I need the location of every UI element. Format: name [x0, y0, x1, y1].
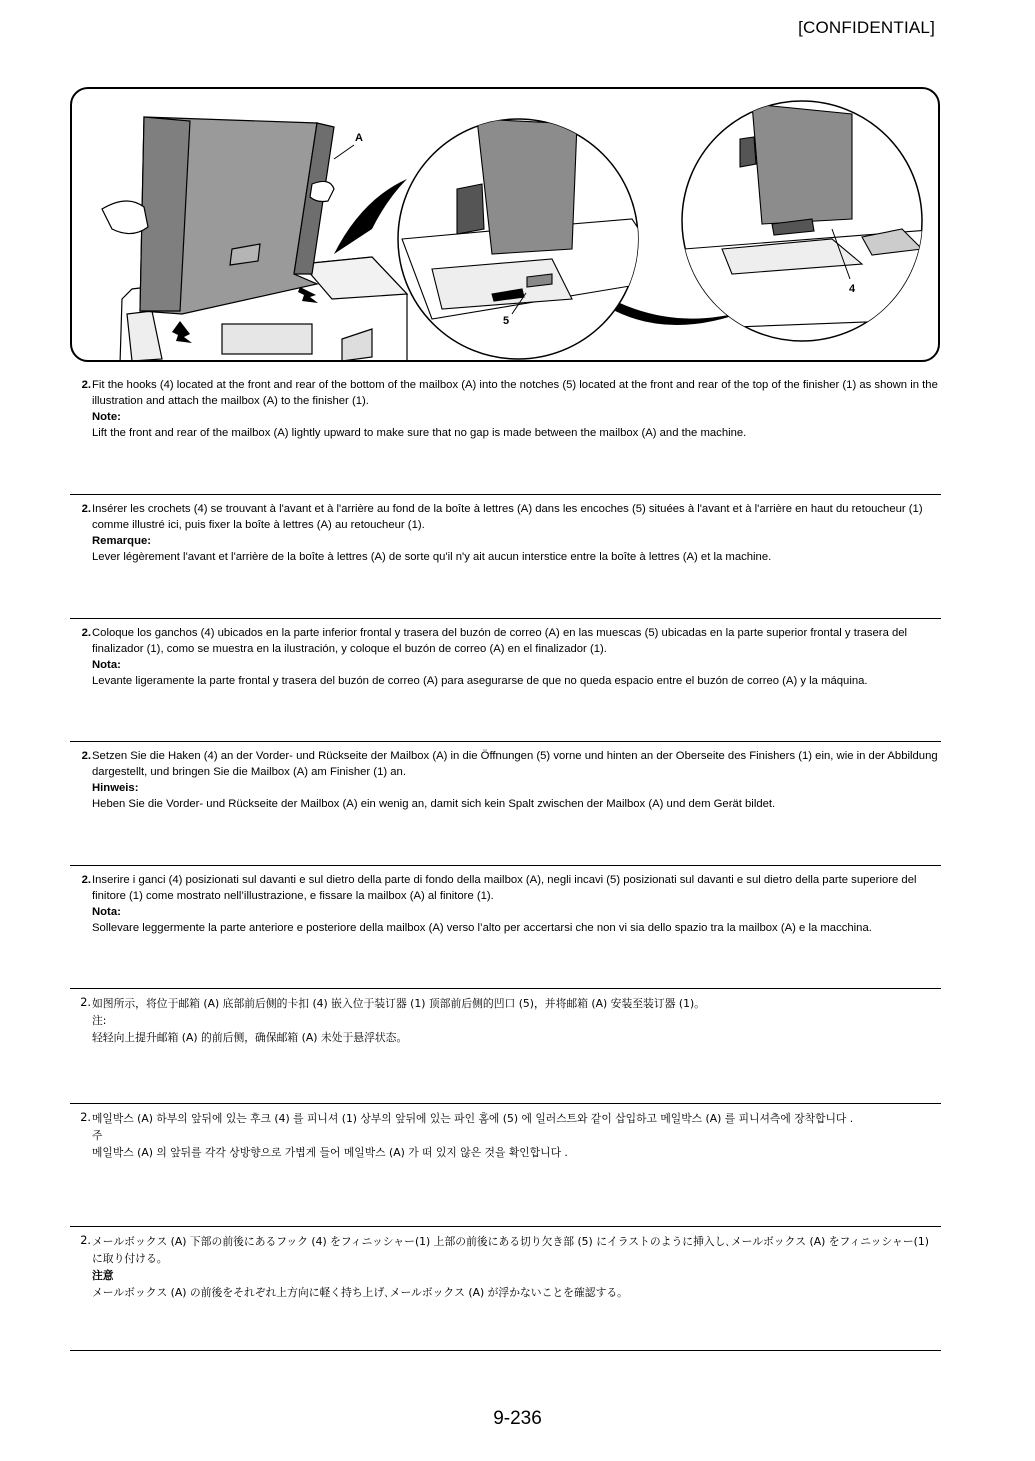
- instruction-item: [70, 995, 941, 1046]
- section-italian: [70, 865, 941, 936]
- note-text: 轻轻向上提升邮箱 (A) 的前后侧，确保邮箱 (A) 未处于悬浮状态。: [92, 1031, 408, 1044]
- instruction-text: Setzen Sie die Haken (4) an der Vorder- und Rückseite der Mailbox (A) in die Öffnungen (5) vorne und hinten an der Oberseite des Finishers (1) ein, wie in der Abbildung dargestellt, und bringen Sie die Mailbox (A) am Finisher (1) an.: [92, 750, 938, 778]
- note-label: 注意: [92, 1269, 114, 1282]
- bottom-divider: [70, 1350, 941, 1351]
- step-number: 2.: [81, 627, 91, 639]
- section-japanese: [70, 1226, 941, 1301]
- note-label: Nota:: [92, 659, 121, 671]
- callout-5: 5: [503, 315, 510, 327]
- instruction-item: [70, 377, 941, 441]
- instruction-item: [70, 748, 941, 812]
- instruction-text: Fit the hooks (4) located at the front and rear of the bottom of the mailbox (A) into the notches (5) located at the front and rear of the top of the finisher (1) as shown in the illustration and attach the mailbox (A) to the finisher (1).: [92, 379, 938, 407]
- step-number: 2.: [80, 1234, 91, 1247]
- callout-4: 4: [849, 283, 856, 295]
- instruction-item: [70, 1110, 941, 1161]
- note-label: Hinweis:: [92, 782, 139, 794]
- section-korean: [70, 1103, 941, 1161]
- step-number: 2.: [81, 750, 91, 762]
- note-label: Remarque:: [92, 535, 152, 547]
- note-label: 注:: [92, 1014, 107, 1027]
- illustration-drawing: [72, 89, 940, 362]
- note-label: Nota:: [92, 906, 121, 918]
- instruction-item: [70, 872, 941, 936]
- section-english: [70, 371, 941, 441]
- zoom-connector-1: [334, 179, 407, 254]
- instruction-text: Coloque los ganchos (4) ubicados en la parte inferior frontal y trasera del buzón de correo (A) en las muescas (5) ubicadas en la parte superior frontal y trasera del finalizador (1), como se muestra en la ilustración, y coloque el buzón de correo (A) en el finalizador (1).: [92, 627, 908, 655]
- step-number: 2.: [80, 1111, 91, 1124]
- step-number: 2.: [80, 996, 91, 1009]
- step-number: 2.: [81, 874, 91, 886]
- note-text: Lever légèrement l'avant et l'arrière de la boîte à lettres (A) de sorte qu'il n'y ait aucun interstice entre la boîte à lettres (A) et la machine.: [92, 551, 772, 563]
- installation-illustration: [70, 87, 940, 362]
- instruction-text: メールボックス (A) 下部の前後にあるフック (4) をフィニッシャー(1) 上部の前後にある切り欠き部 (5) にイラストのように挿入し､メールボックス (A) をフィニッシャー(1) に取り付ける。: [92, 1235, 929, 1265]
- note-label: 주: [92, 1129, 103, 1142]
- mailbox-a: [140, 117, 334, 314]
- instruction-item: [70, 501, 941, 565]
- step-number: 2.: [81, 503, 91, 515]
- section-german: [70, 741, 941, 812]
- instruction-item: [70, 1233, 941, 1301]
- instruction-text: Insérer les crochets (4) se trouvant à l'avant et à l'arrière au fond de la boîte à lettres (A) dans les encoches (5) situées à l'avant et à l'arrière en haut du retoucheur (1) comme illustré ici, puis fixer la boîte à lettres (A) au retoucheur (1).: [92, 503, 923, 531]
- note-text: Sollevare leggermente la parte anteriore e posteriore della mailbox (A) verso l’alto per accertarsi che non vi sia dello spazio tra la mailbox (A) e la macchina.: [92, 922, 872, 934]
- section-spanish: [70, 618, 941, 689]
- instruction-item: [70, 625, 941, 689]
- note-text: Levante ligeramente la parte frontal y trasera del buzón de correo (A) para asegurarse de que no queda espacio entre el buzón de correo (A) y la máquina.: [92, 675, 868, 687]
- step-number: 2.: [81, 379, 91, 391]
- instruction-text: 如图所示，将位于邮箱 (A) 底部前后侧的卡扣 (4) 嵌入位于装订器 (1) 顶部前后侧的凹口 (5)，并将邮箱 (A) 安装至装订器 (1)。: [92, 997, 705, 1010]
- confidential-label: [CONFIDENTIAL]: [798, 18, 935, 37]
- zoom-circle-rear: [682, 101, 940, 341]
- zoom-circle-front: [398, 119, 672, 359]
- instruction-text: 메일박스 (A) 하부의 앞뒤에 있는 후크 (4) 를 피니셔 (1) 상부의 앞뒤에 있는 파인 홈에 (5) 에 일러스트와 같이 삽입하고 메일박스 (A) 를 피니셔측에 장착합니다 .: [92, 1112, 854, 1125]
- note-text: メールボックス (A) の前後をそれぞれ上方向に軽く持ち上げ､メールボックス (A) が浮かないことを確認する。: [92, 1286, 628, 1299]
- note-text: Heben Sie die Vorder- und Rückseite der Mailbox (A) ein wenig an, damit sich kein Spalt zwischen der Mailbox (A) und dem Gerät bildet.: [92, 798, 776, 810]
- instruction-text: Inserire i ganci (4) posizionati sul davanti e sul dietro della parte di fondo della mailbox (A), negli incavi (5) posizionati sul davanti e sul dietro della parte superiore del finitore (1) come mostrato nell’illustrazione, e fissare la mailbox (A) al finitore (1).: [92, 874, 917, 902]
- section-french: [70, 494, 941, 565]
- section-chinese: [70, 988, 941, 1046]
- callout-a: A: [355, 132, 363, 144]
- page-number: 9-236: [493, 1408, 542, 1429]
- note-label: Note:: [92, 411, 121, 423]
- note-text: Lift the front and rear of the mailbox (A) lightly upward to make sure that no gap is made between the mailbox (A) and the machine.: [92, 427, 747, 439]
- note-text: 메일박스 (A) 의 앞뒤를 각각 상방향으로 가볍게 들어 메일박스 (A) 가 떠 있지 않은 것을 확인합니다 .: [92, 1146, 568, 1159]
